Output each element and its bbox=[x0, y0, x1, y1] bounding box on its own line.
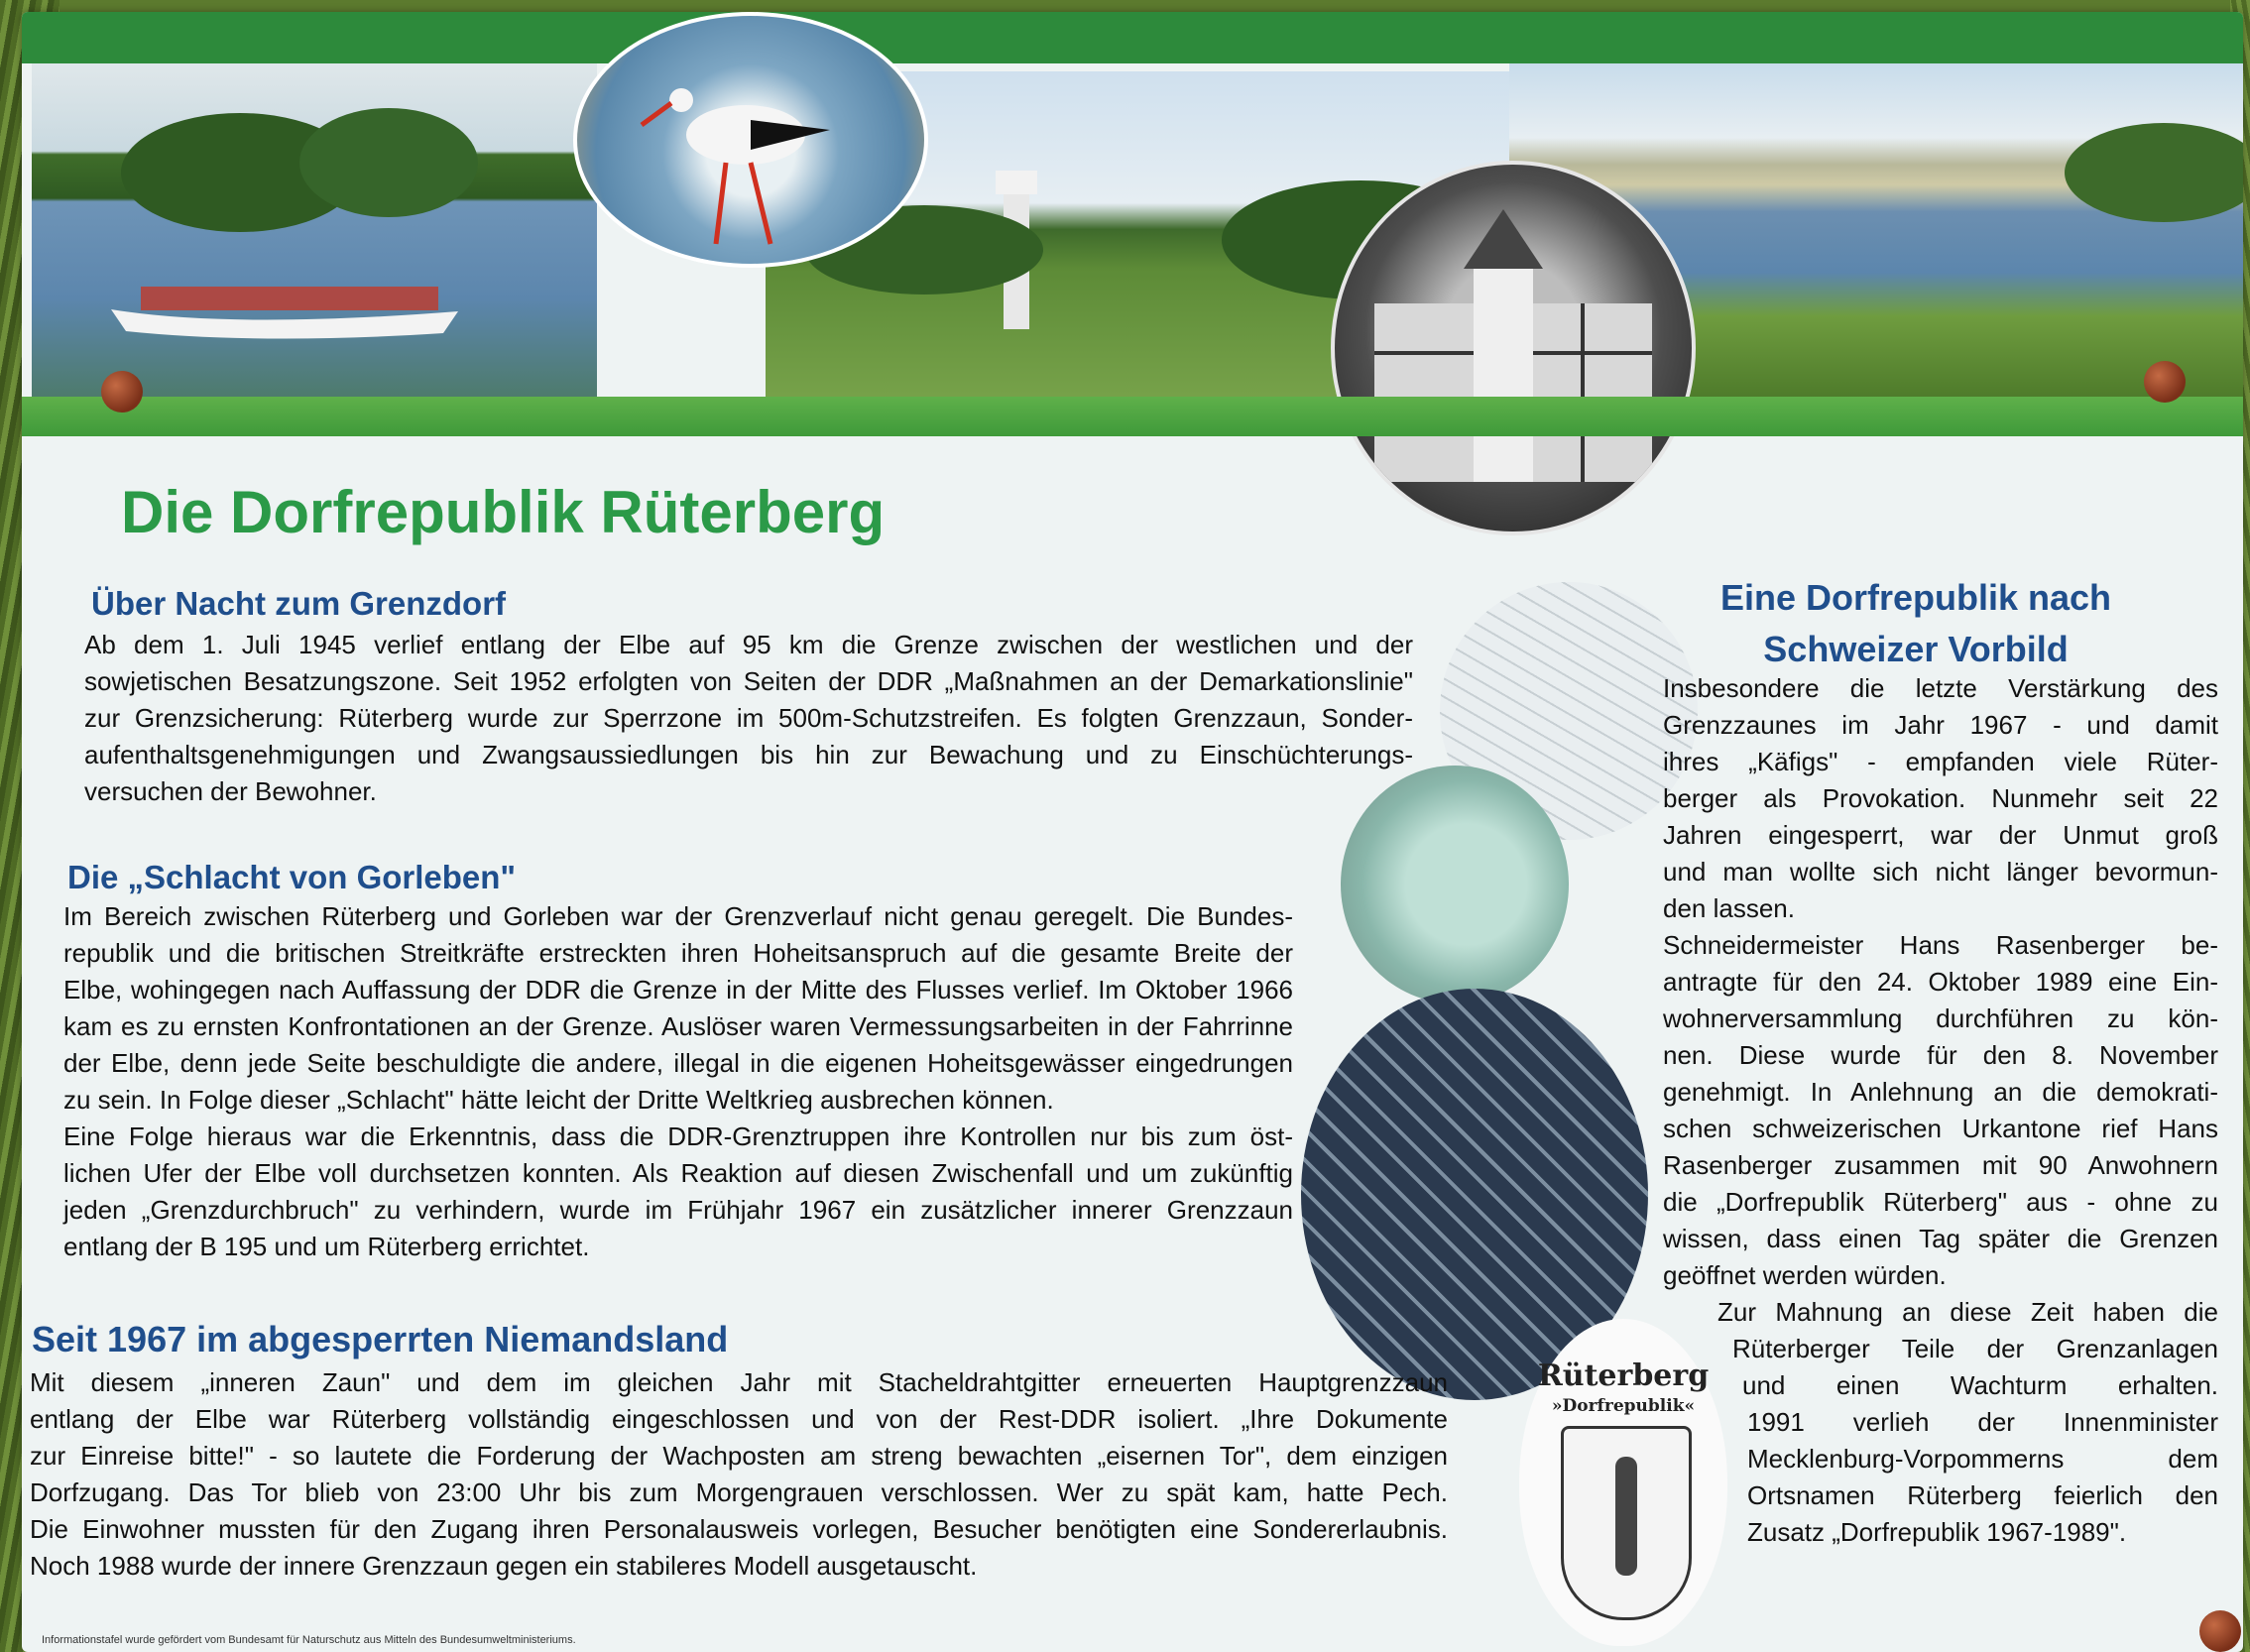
page-title: Die Dorfrepublik Rüterberg bbox=[121, 479, 886, 545]
rivet bbox=[2199, 1610, 2241, 1652]
text-line: Rüterberger Teile der Grenzanlagen bbox=[1732, 1334, 2218, 1363]
text-line: und einen Wachturm erhalten. bbox=[1742, 1370, 2218, 1400]
text-line: Mit diesem „inneren Zaun" und dem im gleichen Jahr mit Stacheldrahtgitter erneuerten Hauptgrenzzaun bbox=[30, 1367, 1448, 1397]
section-body bbox=[63, 898, 1293, 1265]
text-line: entlang der B 195 und um Rüterberg errichtet. bbox=[63, 1232, 590, 1261]
text-line: Die Einwohner mussten für den Zugang ihren Personalausweis vorlegen, Besucher benötigten eine Sondererlaubnis. bbox=[30, 1514, 1448, 1544]
text-line: Rasenberger zusammen mit 90 Anwohnern bbox=[1663, 1150, 2218, 1180]
knight-icon bbox=[1615, 1457, 1637, 1576]
green-divider-bar bbox=[22, 397, 2243, 436]
text-line: zur Grenzsicherung: Rüterberg wurde zur Sperrzone im 500m-Schutzstreifen. Es folgten Grenzzaun, Sonder- bbox=[84, 703, 1413, 733]
text-line: Ab dem 1. Juli 1945 verlief entlang der Elbe auf 95 km die Grenze zwischen der westlichen und der bbox=[84, 630, 1413, 659]
text-line: Zusatz „Dorfrepublik 1967-1989". bbox=[1747, 1517, 2127, 1547]
section-body bbox=[84, 627, 1413, 810]
text-line: genehmigt. In Anlehnung an die demokrati- bbox=[1663, 1077, 2218, 1107]
crest-title: Rüterberg bbox=[1537, 1358, 1710, 1393]
text-line: Jahren eingesperrt, war der Unmut groß bbox=[1663, 820, 2218, 850]
text-line: aufenthaltsgenehmigungen und Zwangsaussiedlungen bis hin zur Bewachung und zu Einschüchterungs- bbox=[84, 740, 1413, 769]
photo-stork-circle bbox=[573, 12, 928, 268]
text-line: berger als Provokation. Nunmehr seit 22 bbox=[1663, 783, 2218, 813]
text-line: die „Dorfrepublik Rüterberg" aus - ohne zu bbox=[1663, 1187, 2218, 1217]
top-green-band bbox=[22, 12, 2243, 63]
section-heading: Seit 1967 im abgesperrten Niemandsland bbox=[32, 1319, 729, 1359]
coat-of-arms bbox=[1519, 1319, 1727, 1646]
text-line: Dorfzugang. Das Tor blieb von 23:00 Uhr bis zum Morgengrauen verschlossen. Wer zu spät kam, hatte Pech. bbox=[30, 1477, 1448, 1507]
text-line: Im Bereich zwischen Rüterberg und Gorleben war der Grenzverlauf nicht genau geregelt. Die Bundes- bbox=[63, 901, 1293, 931]
text-line: schen schweizerischen Urkantone rief Hans bbox=[1663, 1114, 2218, 1143]
text-line: Insbesondere die letzte Verstärkung des bbox=[1663, 673, 2218, 703]
text-line: wohnerversammlung durchführen zu kön- bbox=[1663, 1003, 2218, 1033]
footer-credit: Informationstafel wurde gefördert vom Bundesamt für Naturschutz aus Mitteln des Bundesumweltministeriums. bbox=[42, 1634, 576, 1646]
text-line: Zur Mahnung an diese Zeit haben die bbox=[1717, 1297, 2218, 1327]
text-line: ihres „Käfigs" - empfanden viele Rüter- bbox=[1663, 747, 2218, 776]
text-line: jeden „Grenzdurchbruch" zu verhindern, wurde im Frühjahr 1967 ein zusätzlicher innerer Grenzzaun bbox=[63, 1195, 1293, 1225]
section-heading: Eine Dorfrepublik nach bbox=[1719, 577, 2112, 618]
text-line: zu sein. In Folge dieser „Schlacht" hätte leicht der Dritte Weltkrieg ausbrechen können. bbox=[63, 1085, 1054, 1115]
text-line: Grenzzaunes im Jahr 1967 - und damit bbox=[1663, 710, 2218, 740]
text-line: zur Einreise bitte!" - so lautete die Forderung der Wachposten am streng bewachten „eisernen Tor", dem einzigen bbox=[30, 1441, 1448, 1471]
shield-icon bbox=[1561, 1426, 1692, 1620]
text-line: Elbe, wohingegen nach Auffassung der DDR die Grenze in der Mitte des Flusses verlief. Im Oktober 1966 bbox=[63, 975, 1293, 1004]
section-body-right bbox=[1663, 670, 2218, 1551]
text-line: entlang der Elbe war Rüterberg vollständig eingeschlossen und von der Rest-DDR isoliert. „Ihre Dokumente bbox=[30, 1404, 1448, 1434]
crest-subtitle: »Dorfrepublik« bbox=[1551, 1396, 1696, 1416]
text-line: Ortsnamen Rüterberg feierlich den bbox=[1747, 1480, 2218, 1510]
section-heading: Über Nacht zum Grenzdorf bbox=[91, 585, 507, 622]
text-line: wissen, dass einen Tag später die Grenzen bbox=[1663, 1224, 2218, 1253]
text-line: Mecklenburg-Vorpommerns dem bbox=[1747, 1444, 2218, 1474]
photo-half-timbered-manor bbox=[1331, 161, 1696, 535]
text-line: nen. Diese wurde für den 8. November bbox=[1663, 1040, 2218, 1070]
text-line: und man wollte sich nicht länger bevormun- bbox=[1663, 857, 2218, 886]
information-board bbox=[22, 12, 2243, 1652]
text-line: der Elbe, denn jede Seite beschuldigte die andere, illegal in die eigenen Hoheitsgewässer eingedrungen bbox=[63, 1048, 1293, 1078]
section-heading: Die „Schlacht von Gorleben" bbox=[67, 859, 517, 895]
text-line: antragte für den 24. Oktober 1989 eine Ein- bbox=[1663, 967, 2218, 997]
text-line: sowjetischen Besatzungszone. Seit 1952 erfolgten von Seiten der DDR „Maßnahmen an der Demarkationslinie" bbox=[84, 666, 1413, 696]
text-line: lichen Ufer der Elbe voll durchsetzen konnten. Als Reaktion auf diesen Zwischenfall und um zukünftig bbox=[63, 1158, 1293, 1188]
section-body bbox=[30, 1364, 1448, 1585]
text-line: Noch 1988 wurde der innere Grenzzaun gegen ein stabileres Modell ausgetauscht. bbox=[30, 1551, 978, 1581]
text-line: den lassen. bbox=[1663, 893, 1795, 923]
text-line: 1991 verlieh der Innenminister bbox=[1747, 1407, 2218, 1437]
rivet bbox=[2144, 361, 2186, 403]
text-line: kam es zu ernsten Konfrontationen an der Grenze. Auslöser waren Vermessungsarbeiten in der Fahrrinne bbox=[63, 1011, 1293, 1041]
text-line: versuchen der Bewohner. bbox=[84, 776, 377, 806]
text-line: geöffnet werden würden. bbox=[1663, 1260, 1947, 1290]
photo-rowing-boat-on-river bbox=[32, 63, 597, 401]
section-heading: Schweizer Vorbild bbox=[1763, 629, 2069, 669]
text-line: Eine Folge hieraus war die Erkenntnis, dass die DDR-Grenztruppen ihre Kontrollen nur bis zum öst- bbox=[63, 1121, 1293, 1151]
text-line: Schneidermeister Hans Rasenberger be- bbox=[1663, 930, 2218, 960]
rivet bbox=[101, 371, 143, 413]
text-line: republik und die britischen Streitkräfte erstreckten ihren Hoheitsanspruch auf die gesamte Breite der bbox=[63, 938, 1293, 968]
